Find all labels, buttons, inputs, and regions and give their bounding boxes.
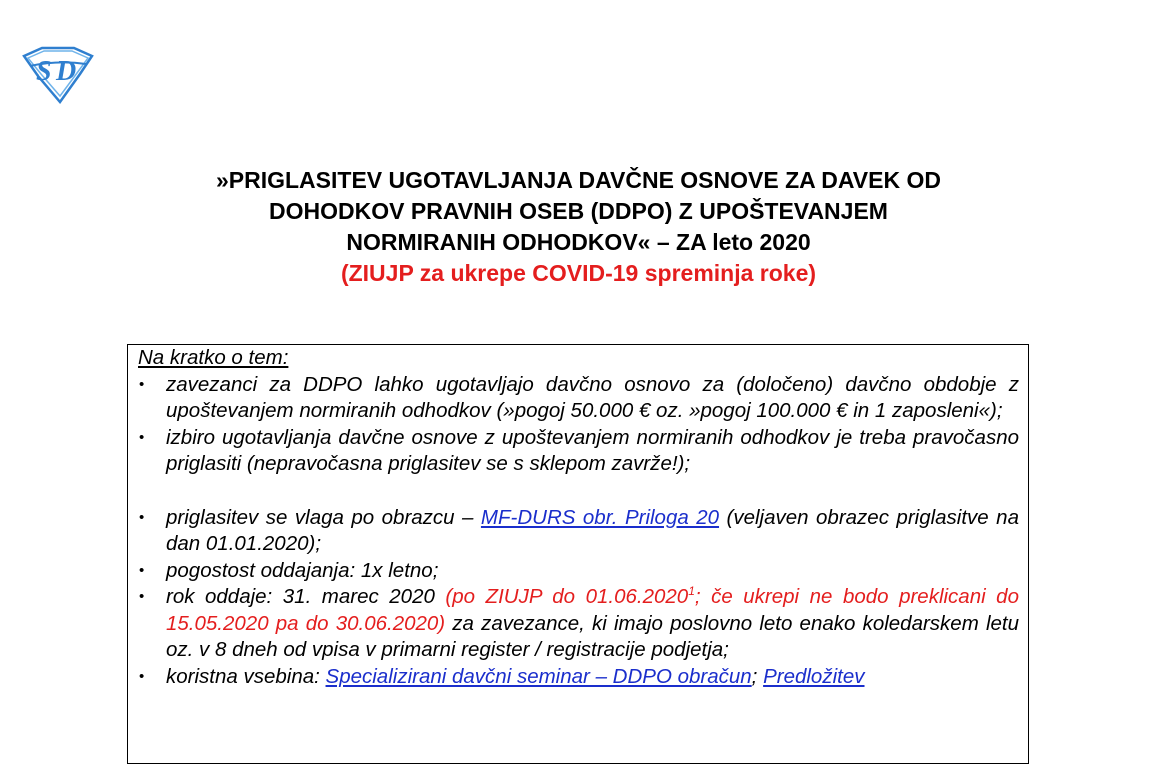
form-link[interactable]: MF-DURS obr. Priloga 20 [480,505,720,529]
bullet-icon: • [139,428,145,446]
link-separator: ; [751,664,764,688]
title-line-2: DOHODKOV PRAVNIH OSEB (DDPO) Z UPOŠTEVANJEM [269,198,888,224]
seminar-link[interactable]: Specializirani davčni seminar – DDPO obračun [325,664,752,688]
document-title [0,165,1157,289]
list-item [138,664,1019,691]
list-item [138,558,1019,585]
list-item-text-before: rok oddaje: 31. marec 2020 [166,585,446,608]
svg-text:S: S [36,56,52,87]
deadline-extension-text: ; če ukrepi ne bodo preklicani do 15.05.2020 pa do 30.06.2020) [166,585,1019,635]
svg-text:D: D [56,56,77,87]
list-item-text-after: za zavezance, ki imajo poslovno leto enako koledarskem letu oz. v 8 dneh od vpisa v primarni register / registracije podjetja; [166,611,1020,661]
list-item-text-before: priglasitev se vlaga po obrazcu – [166,505,481,529]
summary-box [127,344,1029,764]
sd-logo-icon [20,46,96,104]
list-item-text: zavezanci za DDPO lahko ugotavljajo davčno osnovo za (določeno) davčno obdobje z upoštevanjem normiranih odhodkov (»pogoj 50.000 € oz. »pogoj 100.000 € in 1 zaposleni«); [166,372,1019,422]
bullet-icon: • [139,561,145,579]
list-item [138,372,1019,425]
summary-heading: Na kratko o tem: [138,346,289,369]
summary-list [138,372,1019,691]
bullet-icon: • [139,508,145,526]
deadline-change-text: (po ZIUJP do 01.06.2020 [445,585,689,608]
bullet-icon: • [139,588,145,605]
list-item [138,425,1019,478]
bullet-icon: • [139,667,145,685]
title-subtitle: (ZIUJP za ukrepe COVID-19 spreminja roke) [340,260,817,286]
list-item-text: izbiro ugotavljanja davčne osnove z upoštevanjem normiranih odhodkov je treba pravočasno priglasiti (nepravočasna priglasitev se s sklepom zavrže!); [166,425,1019,475]
list-item [138,505,1019,558]
list-item [138,584,1019,664]
list-item-text: pogostost oddajanja: 1x letno; [166,558,439,582]
submission-link[interactable]: Predložitev [763,664,865,688]
title-line-1: »PRIGLASITEV UGOTAVLJANJA DAVČNE OSNOVE ZA DAVEK OD [215,167,941,193]
title-line-3: NORMIRANIH ODHODKOV« – ZA leto 2020 [346,229,811,255]
bullet-icon: • [139,375,145,393]
list-item-text-before: koristna vsebina: [166,664,326,688]
footnote-marker[interactable]: 1 [688,584,695,599]
list-item-text-after: (veljaven obrazec priglasitve na dan 01.01.2020); [166,505,1019,555]
